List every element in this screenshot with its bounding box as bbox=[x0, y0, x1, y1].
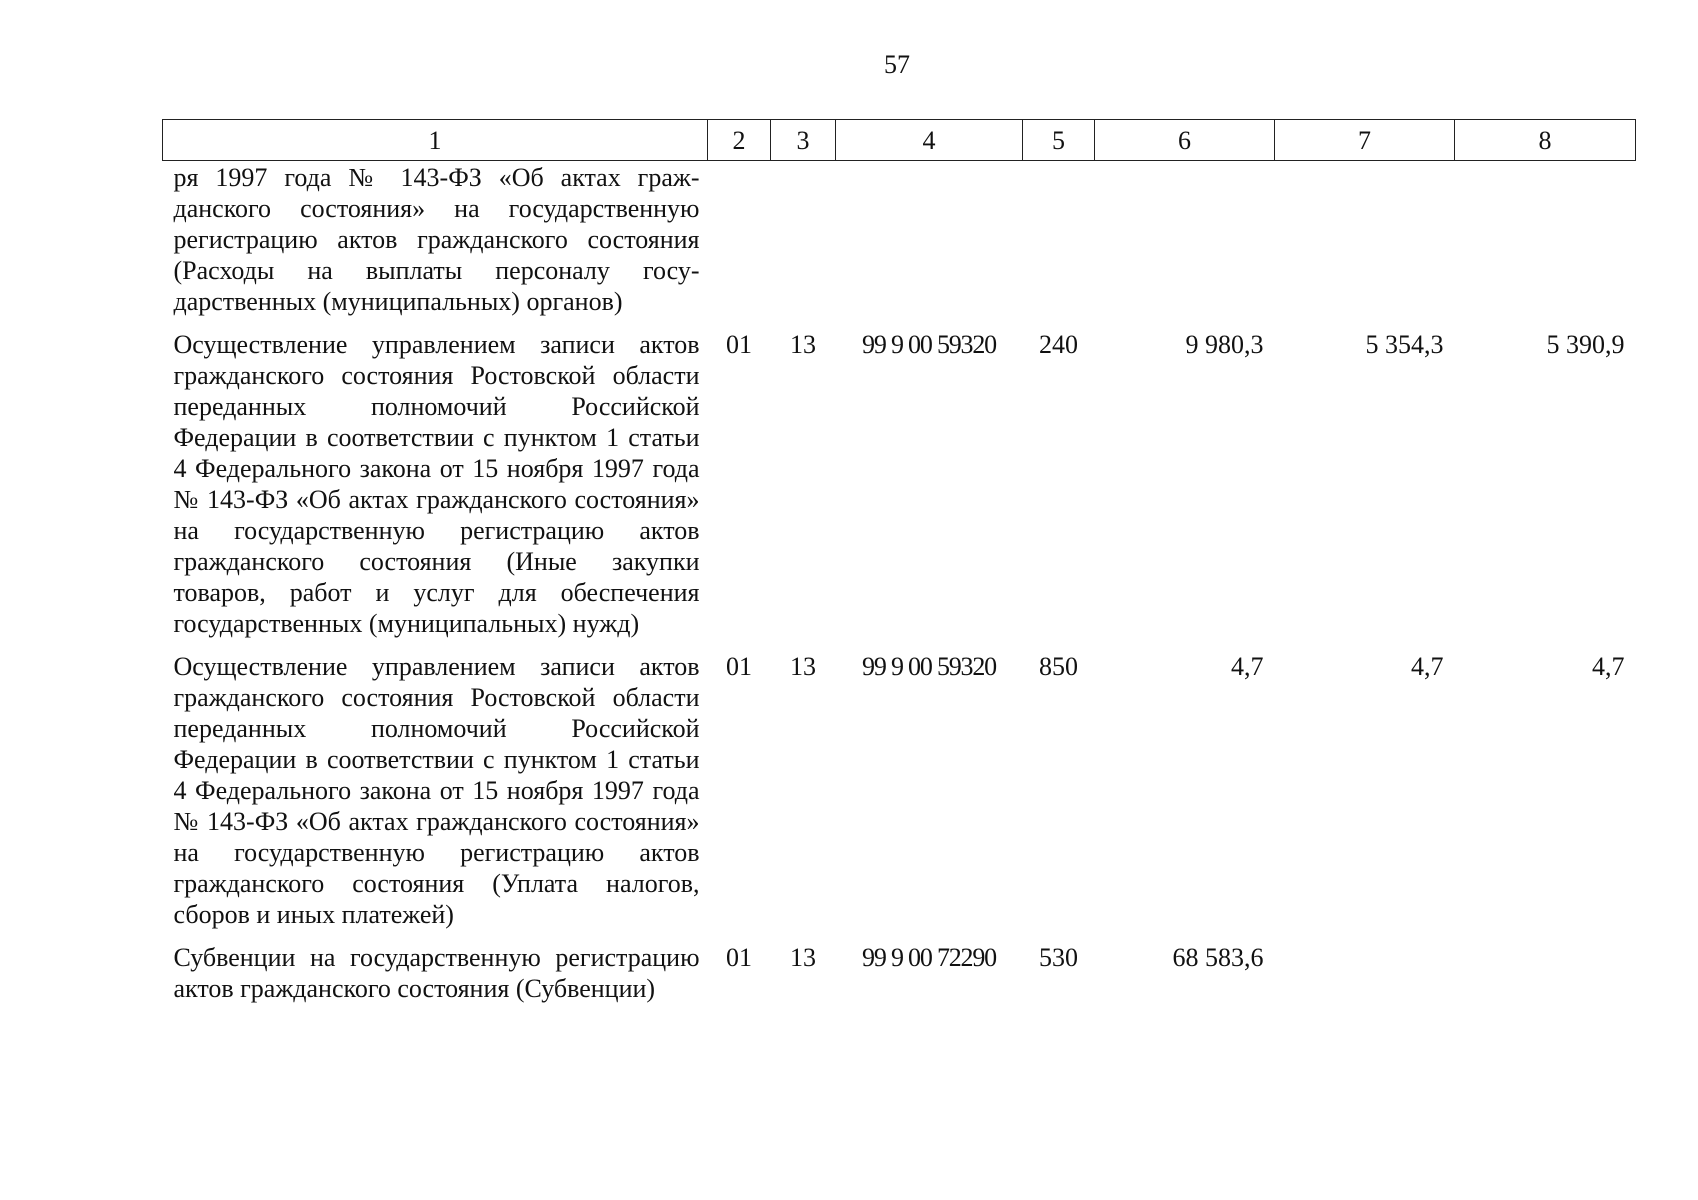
row-amount-col8-cell: 4,7 bbox=[1592, 652, 1625, 681]
table-row bbox=[163, 327, 1636, 649]
row-subsection-cell bbox=[771, 161, 836, 328]
budget-table bbox=[162, 119, 1636, 1014]
header-col-3: 3 bbox=[771, 120, 836, 161]
row-target-article-cell: 99 9 00 59320 bbox=[862, 652, 996, 681]
row-target-article-cell: 99 9 00 59320 bbox=[862, 330, 996, 359]
row-amount-col7-cell bbox=[1275, 940, 1455, 1014]
row-section-cell: 01 bbox=[726, 330, 752, 359]
row-name-cell: Осуществление управлением записи актов гражданского состояния Ростовской области переданных полномочий Российской Федерации в соответствии с пунктом 1 статьи 4 Федерального закона от 15 ноября 1997 года № 143-ФЗ «Об актах гражданского состояния» на государственную регистрацию актов гражданского состояния (Уплата налогов, сборов и иных платежей) bbox=[173, 652, 700, 929]
row-amount-col7-cell: 4,7 bbox=[1411, 652, 1444, 681]
row-amount-col6-cell: 9 980,3 bbox=[1185, 330, 1264, 359]
header-col-4: 4 bbox=[836, 120, 1023, 161]
row-amount-col8-cell bbox=[1455, 940, 1636, 1014]
row-amount-col7-cell: 5 354,3 bbox=[1365, 330, 1444, 359]
row-expense-type-cell: 530 bbox=[1039, 943, 1078, 972]
budget-table-wrapper bbox=[162, 119, 1635, 1014]
row-expense-type-cell bbox=[1023, 161, 1095, 328]
row-section-cell: 01 bbox=[726, 943, 752, 972]
row-name-cell: Осуществление управлением записи актов гражданского состояния Ростовской области переданных полномочий Российской Федерации в соответствии с пунктом 1 статьи 4 Федерального закона от 15 ноября 1997 года № 143-ФЗ «Об актах гражданского состояния» на государственную регистрацию актов гражданского состояния (Иные закупки товаров, работ и услуг для обеспечения государственных (муниципальных) нужд) bbox=[173, 330, 700, 638]
row-section-cell: 01 bbox=[726, 652, 752, 681]
table-row bbox=[163, 161, 1636, 328]
header-col-2: 2 bbox=[708, 120, 771, 161]
page-number: 57 bbox=[884, 50, 910, 79]
row-target-article-cell bbox=[836, 161, 1023, 328]
header-col-8: 8 bbox=[1455, 120, 1636, 161]
header-row bbox=[163, 120, 1636, 161]
row-subsection-cell: 13 bbox=[790, 330, 816, 359]
table-row bbox=[163, 649, 1636, 940]
table-body bbox=[163, 161, 1636, 1015]
row-amount-col8-cell bbox=[1455, 161, 1636, 328]
row-name-cell: ря 1997 года № 143-ФЗ «Об актах гражданского состояния» на государственную регистрацию актов гражданского состояния (Расходы на выплаты персоналу государственных (муниципальных) органов) bbox=[173, 163, 700, 316]
row-subsection-cell: 13 bbox=[790, 652, 816, 681]
row-amount-col6-cell bbox=[1095, 161, 1275, 328]
row-amount-col7-cell bbox=[1275, 161, 1455, 328]
row-name-cell: Субвенции на государственную регистрацию актов гражданского состояния (Субвенции) bbox=[173, 943, 700, 1003]
row-subsection-cell: 13 bbox=[790, 943, 816, 972]
row-expense-type-cell: 850 bbox=[1039, 652, 1078, 681]
row-expense-type-cell: 240 bbox=[1039, 330, 1078, 359]
header-col-6: 6 bbox=[1095, 120, 1275, 161]
row-amount-col6-cell: 68 583,6 bbox=[1172, 943, 1264, 972]
header-col-1: 1 bbox=[163, 120, 708, 161]
header-col-7: 7 bbox=[1275, 120, 1455, 161]
row-amount-col8-cell: 5 390,9 bbox=[1546, 330, 1625, 359]
table-row bbox=[163, 940, 1636, 1014]
table-header bbox=[163, 120, 1636, 161]
row-amount-col6-cell: 4,7 bbox=[1231, 652, 1264, 681]
row-section-cell bbox=[708, 161, 771, 328]
row-target-article-cell: 99 9 00 72290 bbox=[862, 943, 996, 972]
header-col-5: 5 bbox=[1023, 120, 1095, 161]
